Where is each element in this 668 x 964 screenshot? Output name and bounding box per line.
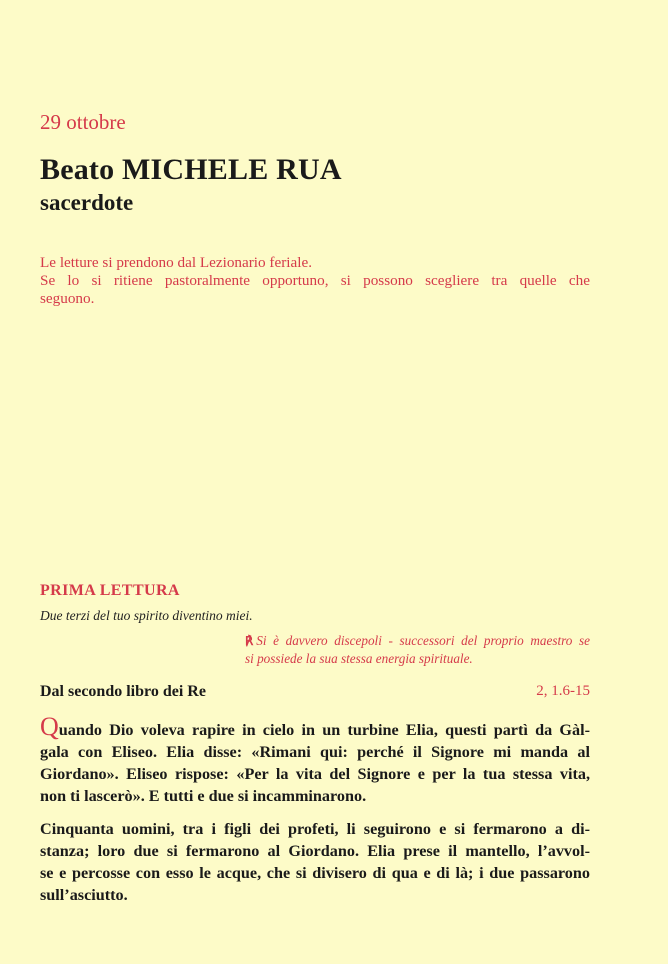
paragraph-line: sull’asciutto. bbox=[40, 886, 128, 904]
response-icon: ℟ bbox=[245, 634, 254, 648]
paragraph-line bbox=[40, 712, 590, 741]
source-title: Dal secondo libro dei Re bbox=[40, 683, 206, 700]
reading-antiphon: Due terzi del tuo spirito diventino miei. bbox=[40, 608, 253, 623]
rubric-line: seguono. bbox=[40, 290, 95, 307]
reading-paragraph bbox=[40, 712, 590, 807]
source-reference: 2, 1.6-15 bbox=[536, 683, 590, 699]
reading-note bbox=[245, 632, 590, 667]
section-title: PRIMA LETTURA bbox=[40, 582, 180, 599]
note-line bbox=[245, 632, 590, 650]
rubric-line: Le letture si prendono dal Lezionario feriale. bbox=[40, 254, 312, 271]
reading-paragraph bbox=[40, 818, 590, 906]
drop-cap: Q bbox=[40, 712, 59, 741]
reading-source bbox=[40, 683, 590, 701]
note-line: si possiede la sua stessa energia spirituale. bbox=[245, 651, 473, 666]
feast-date: 29 ottobre bbox=[40, 110, 126, 134]
rubric-line: Se lo si ritiene pastoralmente opportuno, si possono scegliere tra quelle che bbox=[40, 272, 590, 289]
paragraph-line: non ti lascerò». E tutti e due si incamminarono. bbox=[40, 787, 367, 805]
paragraph-line: Cinquanta uomini, tra i figli dei profeti, li seguirono e si fermarono a di- bbox=[40, 820, 590, 838]
feast-subtitle: sacerdote bbox=[40, 190, 134, 215]
paragraph-line: stanza; loro due si fermarono al Giordano. Elia prese il mantello, l’avvol- bbox=[40, 842, 590, 860]
feast-title: Beato MICHELE RUA bbox=[40, 153, 342, 186]
paragraph-text: uando Dio voleva rapire in cielo in un turbine Elia, questi partì da Gàl- bbox=[58, 721, 590, 739]
paragraph-line: se e percosse con esso le acque, che si divisero di qua e di là; i due passarono bbox=[40, 864, 590, 882]
paragraph-line: Giordano». Eliseo rispose: «Per la vita del Signore e per la tua stessa vita, bbox=[40, 765, 590, 783]
note-text: Si è davvero discepoli - successori del proprio maestro se bbox=[256, 633, 590, 648]
paragraph-line: gala con Eliseo. Elia disse: «Rimani qui: perché il Signore mi manda al bbox=[40, 743, 590, 761]
rubric-text bbox=[40, 254, 590, 308]
